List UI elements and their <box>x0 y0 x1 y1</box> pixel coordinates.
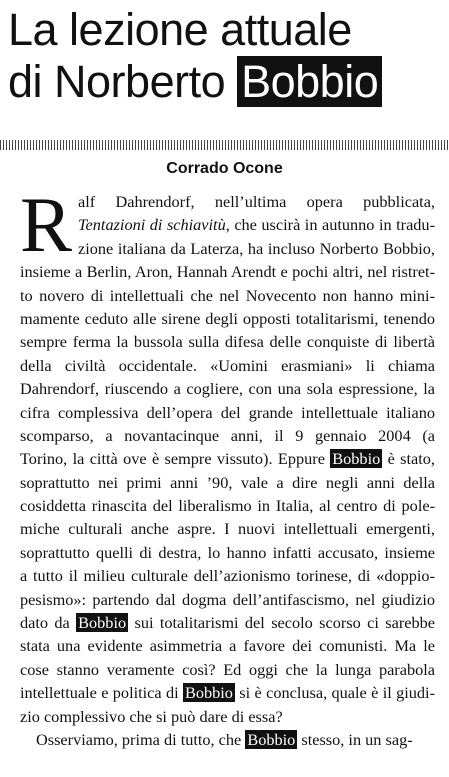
article-line: della civiltà occidentale. «Uomini erasmiani» li chiama <box>20 355 435 375</box>
highlighted-name: Bobbio <box>185 683 233 703</box>
headline-prefix: di Norberto <box>8 56 238 107</box>
italic-title: Tentazioni di schiavitù <box>78 215 226 235</box>
byline: Corrado Ocone <box>166 160 283 177</box>
article-line: scomparso, a novantacinque anni, il 9 gennaio 2004 (a <box>20 425 435 445</box>
text-run: dato da <box>20 613 77 633</box>
article-line: to novero di intellettuali che nel Novecento non hanno mini- <box>20 285 435 305</box>
article-line <box>20 447 435 470</box>
article-line: Dahrendorf, riuscendo a cogliere, con una sola espressione, la <box>20 379 435 399</box>
article-line <box>20 611 435 634</box>
article-line: zione italiana da Laterza, ha incluso Norberto Bobbio, <box>78 238 435 258</box>
article-line <box>20 213 435 236</box>
headline-highlight: Bobbio <box>237 56 382 107</box>
text-run: intellettuale e politica di <box>20 683 183 703</box>
article-line: stata una evidente asimmetria a favore dei comunisti. Ma le <box>20 636 435 656</box>
highlighted-name: Bobbio <box>332 449 381 469</box>
text-run: è stato, <box>382 449 435 469</box>
article-line: cosiddetta rinascita del liberalismo in Italia, al centro di pole- <box>20 496 435 516</box>
text-run: Osserviamo, prima di tutto, che <box>36 729 246 749</box>
article-line: zio complessivo che si può dare di essa? <box>20 706 283 726</box>
article-line: sempre ferma la bussola sulla difesa delle conquiste di libertà <box>20 332 435 352</box>
text-run: , che uscirà in autunno in tradu- <box>225 215 435 235</box>
article-line: pesismo»: partendo dal dogma dell’antifascismo, nel giudizio <box>20 589 435 609</box>
article-line: alf Dahrendorf, nell’ultima opera pubblicata, <box>78 192 435 211</box>
article-line: miche culturali anche aspre. I nuovi intellettuali emergenti, <box>20 519 435 539</box>
text-run: sui totalitarismi del secolo scorso ci sarebbe <box>128 613 435 633</box>
article-line: cifra complessiva dell’opera del grande intellettuale italiano <box>20 402 435 422</box>
headline <box>8 4 444 108</box>
article-line: insieme a Berlin, Aron, Hannah Arendt e pochi altri, nel ristret- <box>20 262 435 282</box>
highlighted-name: Bobbio <box>78 613 127 633</box>
article-line: a tutto il milieu culturale dell’azionismo torinese, di «doppio- <box>20 566 435 586</box>
text-run: si è conclusa, quale è il giudi- <box>234 683 435 703</box>
drop-cap: R <box>20 181 73 268</box>
text-run: Torino, la città ove è sempre vissuto). Eppure <box>20 449 331 469</box>
article-body <box>20 181 435 751</box>
article-line: soprattutto quelli di destra, lo hanno infatti accusato, insieme <box>20 542 435 562</box>
headline-line-1: La lezione attuale <box>8 4 352 55</box>
article-line <box>20 681 435 704</box>
decorative-rule <box>0 140 449 150</box>
headline-line-2 <box>8 56 444 108</box>
article-line <box>20 728 435 751</box>
article-line: soprattutto nei primi anni ’90, vale a dire negli anni della <box>20 472 435 492</box>
article-line: mamente ceduto alle sirene degli opposti totalitarismi, tenendo <box>20 308 435 328</box>
article-lines <box>20 181 435 751</box>
text-run: stesso, in un sag- <box>297 729 413 749</box>
highlighted-name: Bobbio <box>247 729 296 749</box>
article-line: cose stanno veramente così? Ed oggi che la lunga parabola <box>20 659 435 679</box>
